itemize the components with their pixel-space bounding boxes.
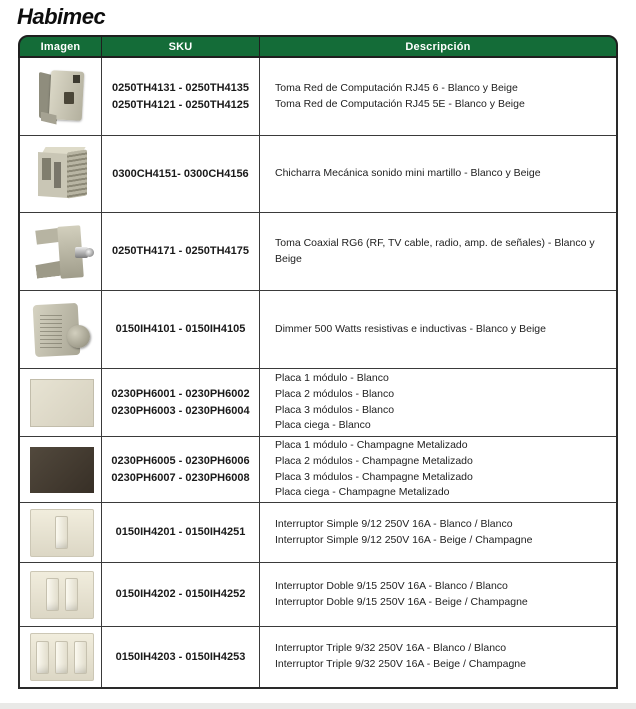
switch-single-photo	[23, 501, 99, 565]
description-line: Placa ciega - Champagne Metalizado	[275, 486, 450, 499]
descripcion-cell	[260, 563, 616, 626]
table-row	[20, 437, 616, 503]
description-line: Placa 1 módulo - Champagne Metalizado	[275, 439, 468, 451]
column-header-imagen: Imagen	[20, 37, 102, 56]
descripcion-cell	[260, 136, 616, 212]
sku-line: 0250TH4121 - 0250TH4125	[112, 98, 249, 111]
table-row	[20, 291, 616, 369]
sku-cell	[102, 437, 260, 502]
sku-line: 0230PH6007 - 0230PH6008	[111, 471, 250, 484]
description-line: Placa 2 módulos - Champagne Metalizado	[275, 454, 473, 467]
sku-line: 0300CH4151- 0300CH4156	[112, 167, 249, 180]
sku-line: 0150IH4201 - 0150IH4251	[115, 526, 246, 539]
imagen-cell	[20, 437, 102, 502]
table-body	[18, 58, 618, 689]
sku-cell	[102, 291, 260, 368]
description-line: Toma Red de Computación RJ45 6 - Blanco y Beige	[275, 81, 518, 94]
descripcion-cell	[260, 369, 616, 436]
description-line: Dimmer 500 Watts resistivas e inductivas - Blanco y Beige	[275, 322, 546, 335]
table-row	[20, 503, 616, 563]
sku-cell	[102, 503, 260, 562]
descripcion-cell	[260, 627, 616, 687]
imagen-cell	[20, 563, 102, 626]
description-line: Chicharra Mecánica sonido mini martillo - Blanco y Beige	[275, 167, 541, 180]
description-line: Placa 3 módulos - Champagne Metalizado	[275, 470, 473, 483]
product-table	[18, 35, 618, 689]
imagen-cell	[20, 503, 102, 562]
imagen-cell	[20, 136, 102, 212]
description-line: Placa 3 módulos - Blanco	[275, 403, 395, 416]
table-header	[18, 35, 618, 58]
switch-double-photo	[23, 563, 99, 627]
rj45-jack-photo	[23, 65, 99, 129]
description-line: Placa ciega - Blanco	[275, 419, 371, 432]
imagen-cell	[20, 627, 102, 687]
column-header-sku: SKU	[102, 37, 260, 56]
sku-cell	[102, 136, 260, 212]
sku-line: 0150IH4101 - 0150IH4105	[115, 323, 246, 336]
descripcion-cell	[260, 437, 616, 502]
description-line: Interruptor Doble 9/15 250V 16A - Blanco / Blanco	[275, 579, 508, 592]
page-bottom-edge	[0, 703, 636, 709]
table-row	[20, 58, 616, 136]
sku-line: 0150IH4202 - 0150IH4252	[115, 588, 246, 601]
dimmer-photo	[23, 298, 99, 362]
column-header-descripcion: Descripción	[405, 40, 471, 53]
buzzer-photo	[23, 142, 99, 206]
sku-cell	[102, 627, 260, 687]
table-row	[20, 213, 616, 291]
plate-champagne-photo	[23, 438, 99, 502]
brand-logo: Habimec	[17, 4, 106, 29]
sku-line: 0230PH6001 - 0230PH6002	[111, 388, 250, 400]
sku-cell	[102, 563, 260, 626]
imagen-cell	[20, 369, 102, 436]
description-line: Toma Red de Computación RJ45 5E - Blanco y Beige	[275, 97, 525, 110]
descripcion-cell	[260, 503, 616, 562]
plate-white-photo	[23, 371, 99, 435]
description-line: Toma Coaxial RG6 (RF, TV cable, radio, amp. de señales) - Blanco y Beige	[275, 236, 595, 265]
sku-line: 0230PH6005 - 0230PH6006	[111, 455, 250, 467]
switch-triple-photo	[23, 625, 99, 689]
descripcion-cell	[260, 291, 616, 368]
descripcion-cell	[260, 58, 616, 135]
imagen-cell	[20, 58, 102, 135]
description-line: Placa 2 módulos - Blanco	[275, 387, 395, 400]
imagen-cell	[20, 213, 102, 290]
description-line: Interruptor Simple 9/12 250V 16A - Beige / Champagne	[275, 533, 533, 546]
description-line: Interruptor Triple 9/32 250V 16A - Blanco / Blanco	[275, 642, 507, 655]
table-row	[20, 563, 616, 627]
description-line: Interruptor Simple 9/12 250V 16A - Blanco / Blanco	[275, 517, 513, 530]
description-line: Interruptor Doble 9/15 250V 16A - Beige / Champagne	[275, 595, 528, 608]
description-line: Placa 1 módulo - Blanco	[275, 372, 389, 384]
sku-cell	[102, 369, 260, 436]
sku-cell	[102, 58, 260, 135]
imagen-cell	[20, 291, 102, 368]
sku-line: 0250TH4131 - 0250TH4135	[112, 82, 249, 94]
sku-line: 0150IH4203 - 0150IH4253	[115, 650, 246, 663]
sku-line: 0230PH6003 - 0230PH6004	[111, 404, 250, 417]
table-row	[20, 369, 616, 437]
table-row	[20, 627, 616, 687]
sku-cell	[102, 213, 260, 290]
descripcion-cell	[260, 213, 616, 290]
description-line: Interruptor Triple 9/32 250V 16A - Beige / Champagne	[275, 658, 526, 670]
coax-outlet-photo	[23, 220, 99, 284]
sku-line: 0250TH4171 - 0250TH4175	[112, 245, 249, 258]
table-row	[20, 136, 616, 213]
